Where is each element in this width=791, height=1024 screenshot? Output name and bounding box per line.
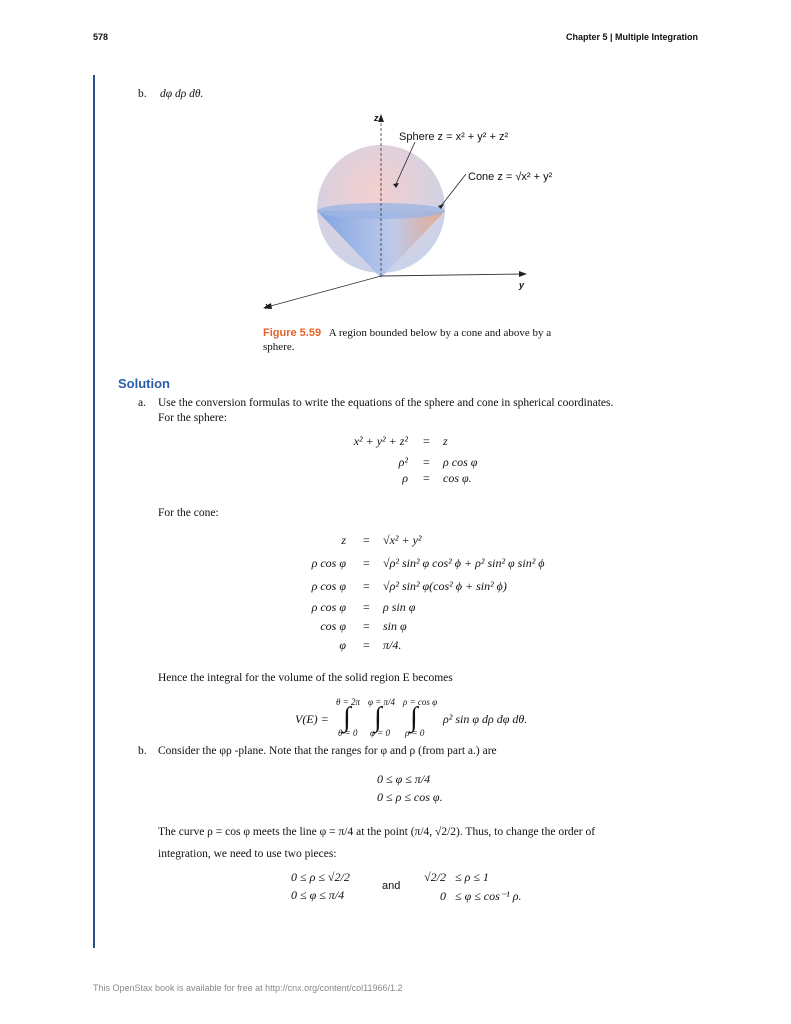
integral-sign: ∫ (410, 702, 418, 733)
section-rule (93, 75, 95, 948)
cone-eq-rhs: √x² + y² (383, 533, 422, 547)
part-a-label: a. (138, 397, 146, 409)
figure-caption-text: A region bounded below by a cone and above by a sphere. (263, 327, 552, 353)
x-axis (267, 276, 381, 307)
integral-lower-limit: φ = 0 (370, 728, 391, 738)
eq-sign: = (363, 556, 370, 570)
integral-sign: ∫ (374, 702, 382, 733)
cone-eq-lhs: φ (339, 638, 346, 652)
cone-eq-lhs: ρ cos φ (311, 600, 346, 614)
hence-text: Hence the integral for the volume of the solid region E becomes (158, 672, 453, 684)
y-axis (381, 274, 525, 276)
sphere-eq-rhs: ρ cos φ (443, 455, 478, 469)
sphere-annotation: Sphere z = x² + y² + z² (399, 131, 509, 143)
sphere-eq-lhs: x² + y² + z² (353, 434, 408, 448)
cone-intro: For the cone: (158, 507, 219, 519)
figure-caption (263, 326, 573, 354)
sphere-eq-rhs: z (443, 434, 448, 448)
page-number: 578 (93, 32, 109, 42)
cone-eq-rhs: √ρ² sin² φ(cos² ϕ + sin² ϕ) (383, 579, 507, 593)
sphere-intro: For the sphere: (158, 412, 227, 424)
item-b-label: b. (138, 88, 147, 100)
item-b-expr: dφ dρ dθ. (160, 88, 204, 100)
part-b-intro: Consider the φρ -plane. Note that the ranges for φ and ρ (from part a.) are (158, 745, 497, 757)
integral-upper-limit: φ = π/4 (368, 697, 396, 707)
cone-eq-lhs: ρ cos φ (311, 579, 346, 593)
integral-lower-limit: θ = 0 (338, 728, 358, 738)
eq-sign: = (363, 579, 370, 593)
eq-sign: = (363, 619, 370, 633)
cone-eq-lhs: cos φ (320, 619, 346, 633)
integral-upper-limit: θ = 2π (336, 697, 361, 707)
piece-right-rhs: ≤ ρ ≤ 1 (455, 870, 489, 884)
part-b-label: b. (138, 745, 147, 757)
range: 0 ≤ φ ≤ π/4 (377, 772, 431, 786)
integral-upper-limit: ρ = cos φ (403, 697, 438, 707)
cone-eq-lhs: z (341, 533, 346, 547)
footer-text: This OpenStax book is available for free at http://cnx.org/content/col11966/1.2 (93, 983, 403, 993)
cone-eq-rhs: ρ sin φ (383, 600, 416, 614)
range: 0 ≤ ρ ≤ cos φ. (377, 790, 443, 804)
eq-sign: = (423, 434, 430, 448)
cone-eq-rhs: sin φ (383, 619, 407, 633)
piece-right-rhs: ≤ φ ≤ cos⁻¹ ρ. (455, 889, 522, 903)
piece-left: 0 ≤ ρ ≤ √2/2 (291, 870, 350, 884)
sphere-eq-rhs: cos φ. (443, 471, 472, 485)
piece-right-lhs: 0 (440, 889, 446, 903)
sphere-eq-lhs: ρ² (398, 455, 408, 469)
eq-sign: = (423, 471, 430, 485)
integrand: ρ² sin φ dρ dφ dθ. (443, 712, 528, 726)
eq-sign: = (363, 600, 370, 614)
and-word: and (382, 880, 401, 892)
piece-left: 0 ≤ φ ≤ π/4 (291, 888, 345, 902)
piece-right-lhs: √2/2 (424, 870, 446, 884)
cone-eq-rhs: π/4. (383, 638, 402, 652)
curve-text: The curve ρ = cos φ meets the line φ = π/4 at the point (π/4, √2/2). Thus, to change the order of (158, 826, 596, 838)
eq-sign: = (363, 533, 370, 547)
axis-label-y: y (519, 280, 525, 290)
part-a-intro: Use the conversion formulas to write the equations of the sphere and cone in spherical coordinates. (158, 397, 614, 409)
sphere-eq-lhs: ρ (402, 471, 408, 485)
axis-label-z: z (374, 113, 379, 123)
eq-sign: = (423, 455, 430, 469)
solution-heading: Solution (118, 376, 170, 391)
cone-eq-rhs: √ρ² sin² φ cos² ϕ + ρ² sin² φ sin² ϕ (383, 556, 545, 570)
integral-lower-limit: ρ = 0 (405, 728, 425, 738)
cone-pointer (441, 174, 466, 206)
cone-eq-lhs: ρ cos φ (311, 556, 346, 570)
curve-text-cont: integration, we need to use two pieces: (158, 848, 337, 860)
integral-sign: ∫ (343, 702, 351, 733)
cone-annotation: Cone z = √x² + y² (468, 171, 553, 183)
figure-caption-label: Figure 5.59 (263, 327, 322, 339)
axis-label-x: x (265, 301, 271, 311)
chapter-title: Chapter 5 | Multiple Integration (565, 32, 698, 42)
integral-lhs: V(E) = (295, 712, 329, 726)
eq-sign: = (363, 638, 370, 652)
